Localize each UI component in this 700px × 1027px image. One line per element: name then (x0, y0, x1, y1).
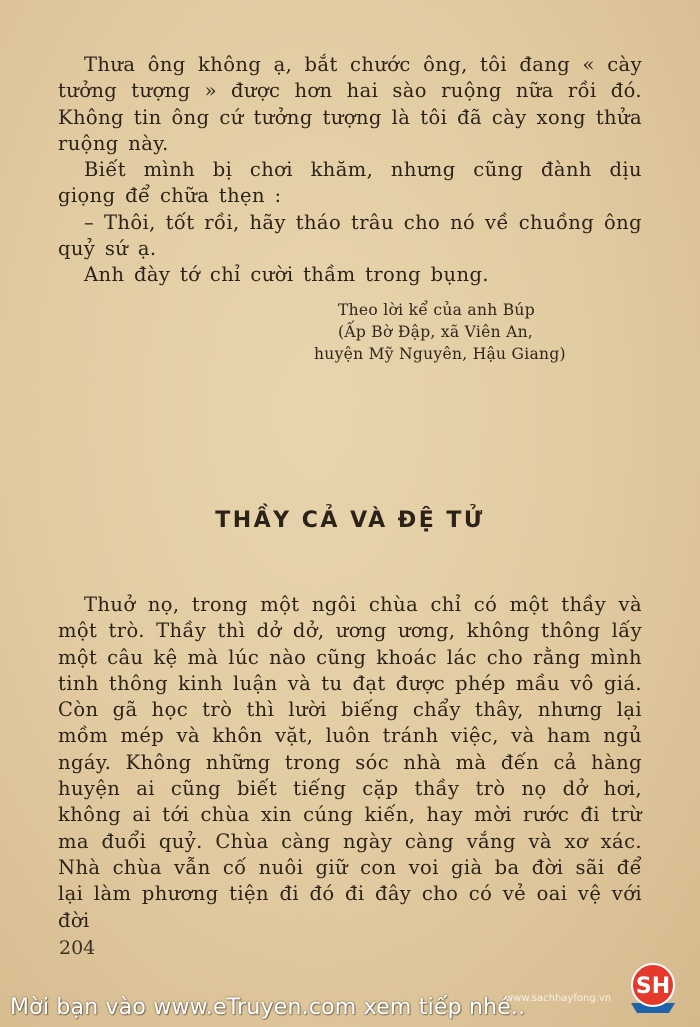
story-paragraph: Anh đày tớ chỉ cười thầm trong bụng. (84, 263, 489, 287)
credit-line: huyện Mỹ Nguyên, Hậu Giang) (314, 345, 566, 363)
previous-story-ending (58, 52, 642, 289)
footer-link-text[interactable]: Mời bạn vào www.eTruyen.com xem tiếp nhé.. (10, 995, 526, 1020)
story-title: THẦY CẢ VÀ ĐỆ TỬ (215, 508, 485, 533)
story-paragraph: Thuở nọ, trong một ngôi chùa chỉ có một thầy và một trò. Thầy thì dở dở, ương ương, không thông lấy một câu kệ mà lúc nào cũng khoác lác cho rằng mình tinh thông kinh luận và tu đạt được phép mầu vô giá. Còn gã học trò thì lười biếng chẩy thây, nhưng lại mồm mép và khôn vặt, luôn tránh việc, và ham ngủ ngáy. Không những trong sóc nhà mà đến cả hàng huyện ai cũng biết tiếng cặp thầy trò nọ dở hơi, không ai tới chùa xin cúng kiến, hay mời rước đi trừ ma đuổi quỷ. Chùa càng ngày càng vắng và xơ xác. Nhà chùa vẫn cố nuôi giữ con voi già ba đời sãi để lại làm phương tiện đi đó đi đây cho có vẻ oai vệ với đời (58, 593, 642, 932)
credit-line: Theo lời kể của anh Búp (338, 301, 535, 319)
credit-line: (Ấp Bờ Đập, xã Viên An, (338, 323, 534, 341)
website-watermark: www.sachhayfong.vn (505, 993, 612, 1004)
story-paragraph: Biết mình bị chơi khăm, nhưng cũng đành dịu giọng để chữa thẹn : (58, 158, 642, 208)
publisher-logo-icon (623, 961, 683, 1015)
logo-text: SH (635, 974, 671, 999)
dialogue-paragraph: – Thôi, tốt rồi, hãy tháo trâu cho nó về chuồng ông quỷ sứ ạ. (58, 210, 642, 261)
story-body (58, 592, 642, 934)
source-credit (300, 299, 620, 365)
story-paragraph: Thưa ông không ạ, bắt chước ông, tôi đang « cày tưởng tượng » được hơn hai sào ruộng nữa rồi đó. Không tin ông cứ tưởng tượng là tôi đã cày xong thửa ruộng này. (58, 53, 642, 155)
footer-banner[interactable] (0, 985, 700, 1027)
page-number: 204 (59, 937, 96, 959)
